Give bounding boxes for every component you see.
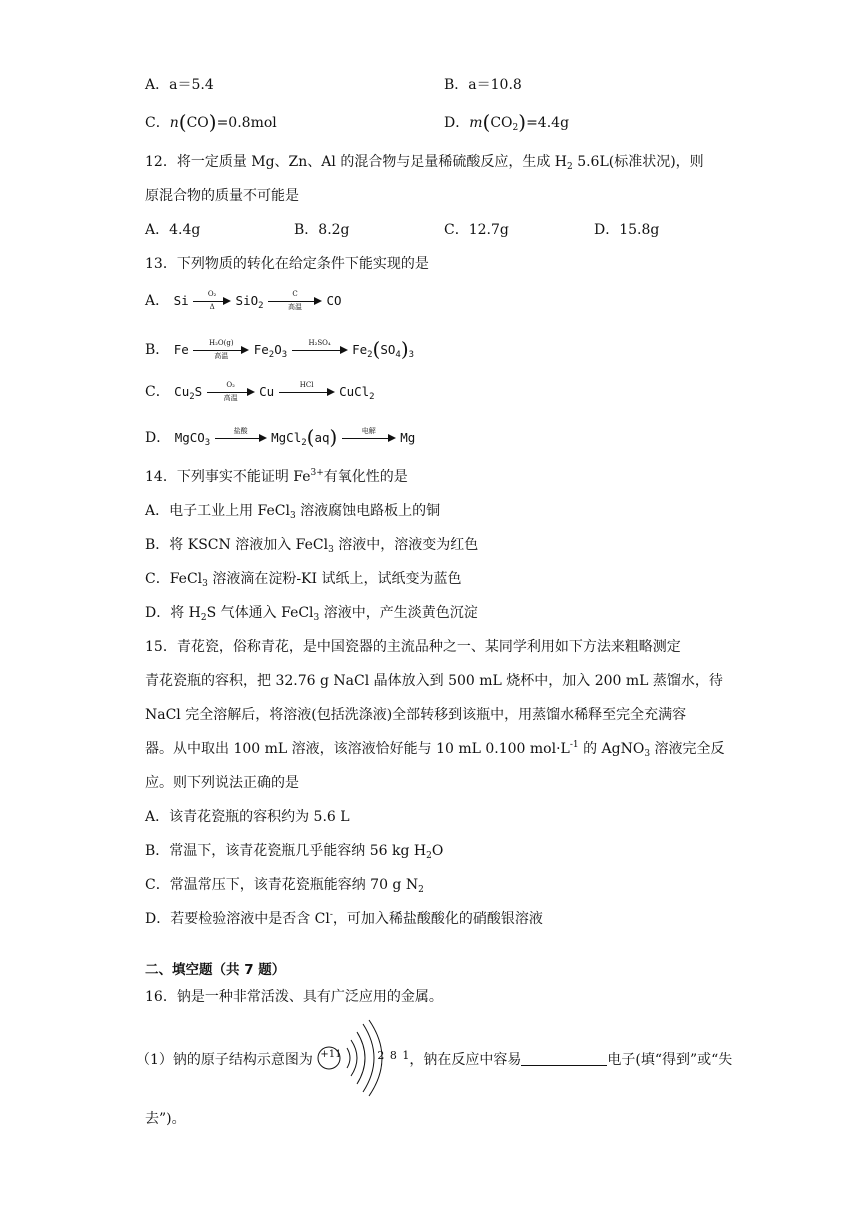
reaction-arrow: C 高温 [268,290,322,312]
q13-option-c: C． $Cu_2S$ O₂ 高温 Cu HCl CuCl$_2$ [145,381,375,402]
q14-option-a: A．电子工业上用 FeCl$_3$ 溶液腐蚀电路板上的铜 [145,503,441,521]
q11-option-c: C．n(CO)=0.8mol [145,110,277,134]
section-heading: 二、填空题（共 7 题） [145,962,286,978]
q15-option-a: A．该青花瓷瓶的容积约为 5.6 L [145,809,350,825]
q15-stem-line4: 器。从中取出 100 mL 溶液，该溶液恰好能与 10 mL 0.100 $mol\cdot L^{-1}$ 的 AgNO$_3$ 溶液完全反 [145,740,725,759]
q12-stem-line1: 12．将一定质量 Mg、Zn、Al 的混合物与足量稀硫酸反应，生成 $H_2$ 5.6L(标准状况)，则 [145,154,704,172]
q14-stem: 14．下列事实不能证明 $Fe^{3+}$有氧化性的是 [145,468,408,485]
nucleus-label: +11 [320,1049,342,1060]
q12-stem-line2: 原混合物的质量不可能是 [145,188,299,204]
answer-blank[interactable] [521,1051,607,1066]
q15-option-c: C．常温常压下，该青花瓷瓶能容纳 70 g $N_2$ [145,877,424,895]
q13-option-b: B． Fe H₂O(g) 高温 $Fe_2O_3$ H₂SO₄ $Fe_2(SO_4)_3$ [145,337,415,361]
q15-option-b: B．常温下，该青花瓷瓶几乎能容纳 56 kg $H_2O$ [145,843,444,861]
q13-option-d: D． MgCO$_3$ 盐酸 MgCl$_2$(aq) 电解 Mg [145,425,416,449]
reaction-arrow: $\frac{\text{O₂}}{\Delta}$ [193,290,231,312]
q15-stem-line1: 15．青花瓷，俗称青花，是中国瓷器的主流品种之一、某同学利用如下方法来粗略测定 [145,639,681,655]
sodium-atom-diagram [317,1048,409,1068]
q16-part1: （1）钠的原子结构示意图为 +11 2 8 1 ，钠在反应中容易 电子(填“得到”或“失 [136,1048,732,1069]
q11-option-b: B．a＝10.8 [444,77,522,93]
q12-option-a: A．4.4g [145,222,201,238]
q14-option-d: D．将 $H_2S$ 气体通入 FeCl$_3$ 溶液中，产生淡黄色沉淀 [145,605,478,623]
q11-option-d: D．$m(CO_2)=4.4g$ [444,110,570,134]
q15-stem-line5: 应。则下列说法正确的是 [145,775,299,791]
q15-stem-line3: NaCl 完全溶解后，将溶液(包括洗涤液)全部转移到该瓶中，用蒸馏水稀释至完全充满容 [145,707,687,723]
reaction-arrow: O₂ 高温 [207,381,255,403]
q12-option-b: B．8.2g [294,222,350,238]
q15-option-d: D．若要检验溶液中是否含 Cl-，可加入稀盐酸酸化的硝酸银溶液 [145,910,543,927]
q15-stem-line2: 青花瓷瓶的容积，把 32.76 g NaCl 晶体放入到 500 mL 烧杯中，加入 200 mL 蒸馏水，待 [145,673,723,689]
q14-option-b: B．将 KSCN 溶液加入 FeCl$_3$ 溶液中，溶液变为红色 [145,537,479,555]
q13-option-a: A． Si $\frac{\text{O₂}}{\Delta}$ SiO$_2$ C 高温 CO [145,290,342,311]
q16-stem: 16．钠是一种非常活泼、具有广泛应用的金属。 [145,989,443,1005]
electron-shells-label: 2 8 1 [377,1049,411,1062]
q13-stem: 13．下列物质的转化在给定条件下能实现的是 [145,256,429,272]
reaction-arrow: HCl [279,381,335,403]
reaction-arrow: 电解 [342,427,396,449]
q11-option-a: A．a＝5.4 [145,77,214,93]
reaction-arrow: 盐酸 [215,427,267,449]
reaction-arrow: H₂O(g) 高温 [193,339,249,361]
q16-part1-cont: 去”)。 [145,1111,186,1127]
q14-option-c: C．FeCl$_3$ 溶液滴在淀粉-KI 试纸上，试纸变为蓝色 [145,571,462,589]
q12-option-d: D．15.8g [594,222,660,238]
q12-option-c: C．12.7g [444,222,509,238]
reaction-arrow: H₂SO₄ [292,339,348,361]
